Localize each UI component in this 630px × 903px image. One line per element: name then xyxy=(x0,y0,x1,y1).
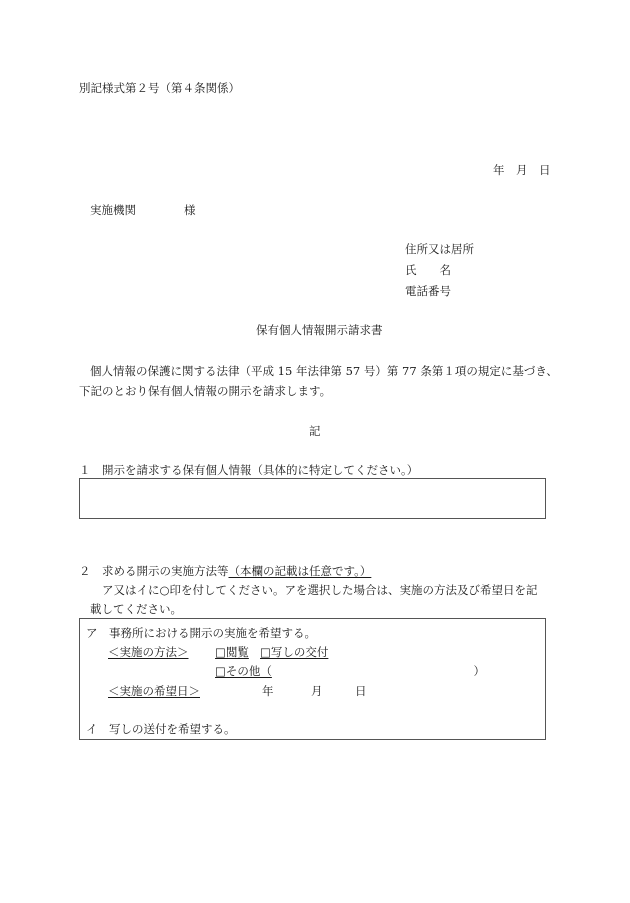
requester-phone-label: 電話番号 xyxy=(405,284,451,298)
section1-heading: １ 開示を請求する保有個人情報（具体的に特定してください。） xyxy=(79,463,419,477)
view-checkbox[interactable]: □閲覧 xyxy=(215,645,249,659)
requester-name-label: 氏 名 xyxy=(405,263,451,277)
other-method-checkbox[interactable] xyxy=(215,663,485,679)
other-open: □その他（ xyxy=(215,664,272,678)
section2-instruction-1: ア又はイに○印を付してください。アを選択した場合は、実施の方法及び希望日を記 xyxy=(102,583,538,597)
section2-heading xyxy=(79,563,371,579)
preferred-date-label: ＜実施の希望日＞ xyxy=(108,684,200,698)
ki-heading: 記 xyxy=(309,424,321,438)
intro-line-2: 下記のとおり保有個人情報の開示を請求します。 xyxy=(79,384,332,398)
option-a-label[interactable]: ア 事務所における開示の実施を希望する。 xyxy=(86,626,316,640)
date-line: 年 月 日 xyxy=(493,163,551,177)
preferred-date-row[interactable] xyxy=(108,683,366,699)
other-close: ） xyxy=(473,664,485,678)
preferred-date-month: 月 xyxy=(311,684,323,698)
document-title: 保有個人情報開示請求書 xyxy=(256,323,383,337)
copy-delivery-checkbox[interactable]: □写しの交付 xyxy=(260,645,329,659)
form-number: 別記様式第２号（第４条関係） xyxy=(79,81,240,95)
section2-heading-prefix: ２ 求める開示の実施方法等 xyxy=(79,564,229,578)
section2-instruction-2: 載してください。 xyxy=(90,602,182,616)
requested-info-box[interactable] xyxy=(79,478,546,519)
method-label: ＜実施の方法＞ xyxy=(108,645,189,659)
preferred-date-day: 日 xyxy=(355,684,367,698)
section2-heading-note: （本欄の記載は任意です。） xyxy=(228,564,372,578)
addressee-org: 実施機関 xyxy=(90,203,136,217)
preferred-date-year: 年 xyxy=(262,684,274,698)
intro-line-1: 個人情報の保護に関する法律（平成 15 年法律第 57 号）第 77 条第１項の規定に基づき、 xyxy=(90,364,558,378)
addressee-honorific: 様 xyxy=(184,203,196,217)
option-b-label[interactable]: イ 写しの送付を希望する。 xyxy=(86,722,236,736)
requester-address-label: 住所又は居所 xyxy=(405,242,474,256)
